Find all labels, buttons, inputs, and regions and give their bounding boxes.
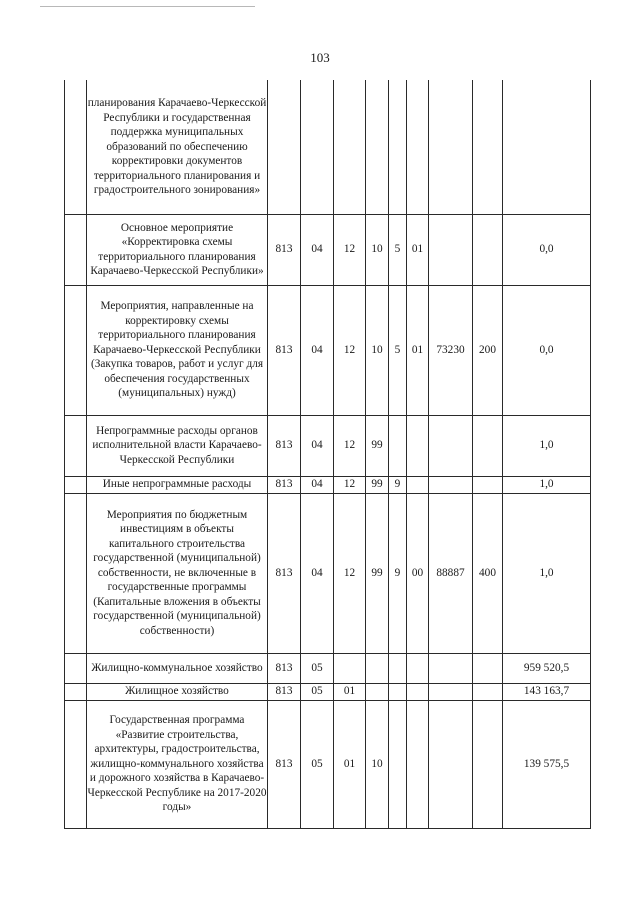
table-row bbox=[65, 493, 591, 653]
cell-cs4 bbox=[429, 683, 473, 700]
cell-cs3 bbox=[407, 683, 429, 700]
row-indent-cell bbox=[65, 285, 87, 415]
cell-rz: 04 bbox=[301, 493, 334, 653]
cell-cs3 bbox=[407, 415, 429, 476]
cell-ved: 813 bbox=[268, 683, 301, 700]
cell-cs1: 99 bbox=[366, 493, 389, 653]
cell-sum: 959 520,5 bbox=[503, 653, 591, 683]
row-indent-cell bbox=[65, 214, 87, 285]
cell-ved bbox=[268, 80, 301, 214]
cell-pr: 12 bbox=[334, 476, 366, 493]
cell-cs4: 88887 bbox=[429, 493, 473, 653]
cell-pr: 01 bbox=[334, 683, 366, 700]
cell-ved: 813 bbox=[268, 700, 301, 828]
cell-cs4: 73230 bbox=[429, 285, 473, 415]
cell-cs3 bbox=[407, 80, 429, 214]
cell-vr: 400 bbox=[473, 493, 503, 653]
cell-pr: 12 bbox=[334, 415, 366, 476]
cell-pr: 01 bbox=[334, 700, 366, 828]
cell-ved: 813 bbox=[268, 415, 301, 476]
cell-sum: 0,0 bbox=[503, 214, 591, 285]
row-name: Мероприятия по бюджетным инвестициям в объекты капитального строительства государственной (муниципальной) собственности, не включенные в государственные программы (Капитальные вложения в объекты государственной (муниципальной) собственности) bbox=[93, 508, 261, 637]
cell-sum: 143 163,7 bbox=[503, 683, 591, 700]
cell-cs1 bbox=[366, 80, 389, 214]
cell-cs4 bbox=[429, 415, 473, 476]
cell-pr: 12 bbox=[334, 493, 366, 653]
row-indent-cell bbox=[65, 653, 87, 683]
cell-cs4 bbox=[429, 80, 473, 214]
cell-ved: 813 bbox=[268, 214, 301, 285]
cell-cs3 bbox=[407, 700, 429, 828]
row-name: Мероприятия, направленные на корректировку схемы территориального планирования Карачаево-Черкесской Республики (Закупка товаров, работ и услуг для обеспечения государственных (муниципальных) нужд) bbox=[90, 300, 264, 400]
row-indent-cell bbox=[65, 415, 87, 476]
table-row bbox=[65, 700, 591, 828]
row-indent-cell bbox=[65, 80, 87, 214]
row-name-cell bbox=[87, 493, 268, 653]
cell-cs2 bbox=[389, 415, 407, 476]
cell-cs1: 99 bbox=[366, 415, 389, 476]
table-row bbox=[65, 80, 591, 214]
cell-cs1 bbox=[366, 653, 389, 683]
cell-cs2: 5 bbox=[389, 285, 407, 415]
table-row bbox=[65, 214, 591, 285]
table-row bbox=[65, 653, 591, 683]
cell-cs4 bbox=[429, 700, 473, 828]
cell-cs2 bbox=[389, 80, 407, 214]
row-name: Жилищное хозяйство bbox=[125, 685, 229, 698]
cell-cs1: 99 bbox=[366, 476, 389, 493]
cell-rz: 04 bbox=[301, 214, 334, 285]
row-name-cell bbox=[87, 683, 268, 700]
cell-rz bbox=[301, 80, 334, 214]
cell-pr bbox=[334, 653, 366, 683]
cell-rz: 05 bbox=[301, 683, 334, 700]
page-number: 103 bbox=[310, 50, 330, 65]
cell-cs2 bbox=[389, 700, 407, 828]
cell-cs2: 9 bbox=[389, 476, 407, 493]
cell-cs1: 10 bbox=[366, 700, 389, 828]
row-name-cell bbox=[87, 214, 268, 285]
cell-vr bbox=[473, 683, 503, 700]
row-indent-cell bbox=[65, 476, 87, 493]
row-indent-cell bbox=[65, 700, 87, 828]
row-name-cell bbox=[87, 415, 268, 476]
cell-cs2: 9 bbox=[389, 493, 407, 653]
cell-ved: 813 bbox=[268, 493, 301, 653]
cell-sum: 0,0 bbox=[503, 285, 591, 415]
cell-vr bbox=[473, 700, 503, 828]
table-row bbox=[65, 476, 591, 493]
cell-rz: 04 bbox=[301, 476, 334, 493]
cell-rz: 04 bbox=[301, 285, 334, 415]
row-indent-cell bbox=[65, 683, 87, 700]
cell-sum: 1,0 bbox=[503, 476, 591, 493]
cell-cs3: 01 bbox=[407, 214, 429, 285]
cell-pr: 12 bbox=[334, 214, 366, 285]
cell-sum: 139 575,5 bbox=[503, 700, 591, 828]
cell-cs1: 10 bbox=[366, 285, 389, 415]
cell-cs3 bbox=[407, 653, 429, 683]
cell-cs1 bbox=[366, 683, 389, 700]
cell-cs4 bbox=[429, 653, 473, 683]
top-rule bbox=[40, 6, 255, 7]
cell-cs2: 5 bbox=[389, 214, 407, 285]
cell-cs4 bbox=[429, 214, 473, 285]
cell-cs4 bbox=[429, 476, 473, 493]
row-name-cell bbox=[87, 476, 268, 493]
table-row bbox=[65, 285, 591, 415]
row-name: Жилищно-коммунальное хозяйство bbox=[91, 661, 263, 674]
row-name: Непрограммные расходы органов исполнительной власти Карачаево-Черкесской Республики bbox=[92, 424, 262, 466]
cell-cs2 bbox=[389, 683, 407, 700]
cell-cs2 bbox=[389, 653, 407, 683]
cell-sum bbox=[503, 80, 591, 214]
cell-vr bbox=[473, 653, 503, 683]
row-indent-cell bbox=[65, 493, 87, 653]
row-name-cell bbox=[87, 285, 268, 415]
cell-ved: 813 bbox=[268, 653, 301, 683]
cell-vr bbox=[473, 415, 503, 476]
cell-vr bbox=[473, 214, 503, 285]
cell-rz: 05 bbox=[301, 653, 334, 683]
cell-rz: 05 bbox=[301, 700, 334, 828]
row-name: планирования Карачаево-Черкесской Республики и государственная поддержка муниципальных образований по обеспечению корректировки документов территориального планирования и градостроительного зонирования» bbox=[87, 97, 267, 196]
cell-vr bbox=[473, 476, 503, 493]
cell-rz: 04 bbox=[301, 415, 334, 476]
row-name: Основное мероприятие «Корректировка схемы территориального планирования Карачаево-Черкесской Республики» bbox=[90, 221, 264, 277]
cell-pr bbox=[334, 80, 366, 214]
cell-vr bbox=[473, 80, 503, 214]
table-row bbox=[65, 415, 591, 476]
cell-ved: 813 bbox=[268, 285, 301, 415]
cell-vr: 200 bbox=[473, 285, 503, 415]
cell-cs3: 00 bbox=[407, 493, 429, 653]
cell-pr: 12 bbox=[334, 285, 366, 415]
budget-table bbox=[64, 80, 591, 829]
cell-cs3 bbox=[407, 476, 429, 493]
row-name: Государственная программа «Развитие строительства, архитектуры, градостроительства, жилищно-коммунального хозяйства и дорожного хозяйства в Карачаево-Черкесской Республике на 2017-2020 годы» bbox=[87, 714, 267, 814]
cell-cs3: 01 bbox=[407, 285, 429, 415]
cell-ved: 813 bbox=[268, 476, 301, 493]
row-name: Иные непрограммные расходы bbox=[102, 478, 252, 491]
cell-cs1: 10 bbox=[366, 214, 389, 285]
table-row bbox=[65, 683, 591, 700]
row-name-cell bbox=[87, 700, 268, 828]
row-name-cell bbox=[87, 653, 268, 683]
cell-sum: 1,0 bbox=[503, 415, 591, 476]
cell-sum: 1,0 bbox=[503, 493, 591, 653]
row-name-cell bbox=[87, 80, 268, 214]
